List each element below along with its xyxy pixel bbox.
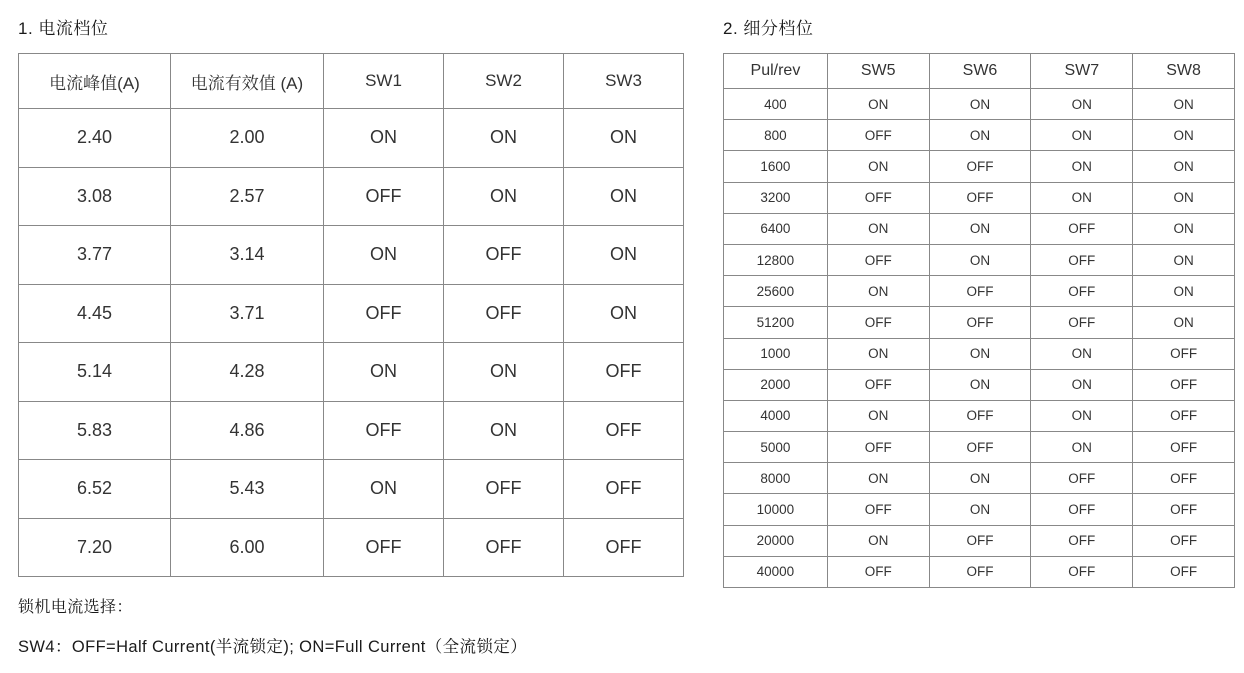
cell-sw1: ON xyxy=(324,460,444,519)
cell-pulrev: 400 xyxy=(724,89,828,120)
cell-rms-current: 6.00 xyxy=(171,518,324,577)
cell-sw5: ON xyxy=(827,338,929,369)
cell-sw7: OFF xyxy=(1031,556,1133,587)
cell-sw5: ON xyxy=(827,276,929,307)
cell-pulrev: 1600 xyxy=(724,151,828,182)
cell-pulrev: 12800 xyxy=(724,244,828,275)
cell-peak-current: 4.45 xyxy=(19,284,171,343)
cell-sw5: ON xyxy=(827,400,929,431)
cell-sw8: ON xyxy=(1133,89,1235,120)
cell-sw8: ON xyxy=(1133,213,1235,244)
table-row xyxy=(724,213,1235,244)
column-header-sw8: SW8 xyxy=(1133,54,1235,89)
table-row xyxy=(19,226,684,285)
cell-sw6: OFF xyxy=(929,151,1031,182)
cell-sw5: ON xyxy=(827,151,929,182)
table-row xyxy=(724,369,1235,400)
cell-sw2: OFF xyxy=(444,518,564,577)
cell-pulrev: 2000 xyxy=(724,369,828,400)
cell-sw7: OFF xyxy=(1031,213,1133,244)
cell-sw1: ON xyxy=(324,109,444,168)
table-row xyxy=(724,525,1235,556)
current-level-section xyxy=(18,14,684,577)
cell-sw3: OFF xyxy=(564,343,684,402)
cell-sw7: OFF xyxy=(1031,244,1133,275)
cell-pulrev: 20000 xyxy=(724,525,828,556)
cell-sw8: OFF xyxy=(1133,432,1235,463)
cell-sw2: ON xyxy=(444,109,564,168)
cell-rms-current: 3.14 xyxy=(171,226,324,285)
cell-sw2: ON xyxy=(444,401,564,460)
cell-sw7: OFF xyxy=(1031,525,1133,556)
cell-rms-current: 4.86 xyxy=(171,401,324,460)
cell-pulrev: 10000 xyxy=(724,494,828,525)
cell-sw3: ON xyxy=(564,284,684,343)
cell-sw7: ON xyxy=(1031,151,1133,182)
table-row xyxy=(19,460,684,519)
cell-sw8: OFF xyxy=(1133,463,1235,494)
table-row xyxy=(724,276,1235,307)
microstep-section xyxy=(723,14,1235,588)
cell-pulrev: 5000 xyxy=(724,432,828,463)
column-header-sw2: SW2 xyxy=(444,54,564,109)
table-row xyxy=(724,463,1235,494)
lock-current-label: 锁机电流选择： xyxy=(18,599,133,616)
table-row xyxy=(724,494,1235,525)
cell-sw8: OFF xyxy=(1133,525,1235,556)
cell-sw8: OFF xyxy=(1133,369,1235,400)
cell-peak-current: 5.83 xyxy=(19,401,171,460)
cell-sw6: OFF xyxy=(929,400,1031,431)
table-row xyxy=(19,109,684,168)
cell-pulrev: 1000 xyxy=(724,338,828,369)
cell-sw7: ON xyxy=(1031,89,1133,120)
cell-sw6: ON xyxy=(929,244,1031,275)
column-header-sw5: SW5 xyxy=(827,54,929,89)
cell-sw6: ON xyxy=(929,120,1031,151)
cell-pulrev: 3200 xyxy=(724,182,828,213)
cell-sw6: ON xyxy=(929,369,1031,400)
cell-sw8: ON xyxy=(1133,307,1235,338)
cell-sw5: ON xyxy=(827,525,929,556)
column-header-sw3: SW3 xyxy=(564,54,684,109)
cell-sw3: OFF xyxy=(564,401,684,460)
cell-sw6: OFF xyxy=(929,182,1031,213)
cell-pulrev: 6400 xyxy=(724,213,828,244)
cell-sw6: OFF xyxy=(929,307,1031,338)
cell-sw6: OFF xyxy=(929,556,1031,587)
cell-sw1: OFF xyxy=(324,167,444,226)
cell-sw5: OFF xyxy=(827,494,929,525)
cell-sw8: ON xyxy=(1133,182,1235,213)
column-header-peak-current: 电流峰值(A) xyxy=(19,54,171,109)
cell-sw8: OFF xyxy=(1133,556,1235,587)
cell-rms-current: 2.57 xyxy=(171,167,324,226)
cell-sw8: ON xyxy=(1133,244,1235,275)
table-row xyxy=(724,307,1235,338)
cell-sw1: ON xyxy=(324,226,444,285)
table-row xyxy=(724,89,1235,120)
cell-peak-current: 7.20 xyxy=(19,518,171,577)
cell-sw3: OFF xyxy=(564,518,684,577)
microstep-section-title: 2. 细分档位 xyxy=(723,19,814,38)
table-row xyxy=(724,182,1235,213)
cell-sw8: ON xyxy=(1133,151,1235,182)
cell-sw7: OFF xyxy=(1031,307,1133,338)
cell-pulrev: 4000 xyxy=(724,400,828,431)
table-header-row xyxy=(724,54,1235,89)
cell-sw2: ON xyxy=(444,167,564,226)
cell-sw7: OFF xyxy=(1031,494,1133,525)
cell-sw7: ON xyxy=(1031,182,1133,213)
cell-sw2: OFF xyxy=(444,226,564,285)
column-header-rms-current: 电流有效值 (A) xyxy=(171,54,324,109)
cell-sw2: OFF xyxy=(444,460,564,519)
cell-sw5: ON xyxy=(827,463,929,494)
table-row xyxy=(19,167,684,226)
cell-sw3: ON xyxy=(564,167,684,226)
cell-sw8: OFF xyxy=(1133,400,1235,431)
cell-rms-current: 2.00 xyxy=(171,109,324,168)
cell-sw5: OFF xyxy=(827,120,929,151)
cell-sw1: ON xyxy=(324,343,444,402)
cell-sw7: OFF xyxy=(1031,276,1133,307)
cell-sw6: OFF xyxy=(929,276,1031,307)
table-row xyxy=(724,151,1235,182)
cell-peak-current: 3.08 xyxy=(19,167,171,226)
cell-peak-current: 6.52 xyxy=(19,460,171,519)
cell-pulrev: 25600 xyxy=(724,276,828,307)
cell-sw6: OFF xyxy=(929,432,1031,463)
cell-rms-current: 5.43 xyxy=(171,460,324,519)
cell-rms-current: 4.28 xyxy=(171,343,324,402)
column-header-sw7: SW7 xyxy=(1031,54,1133,89)
column-header-pulrev: Pul/rev xyxy=(724,54,828,89)
cell-sw6: ON xyxy=(929,494,1031,525)
cell-sw5: OFF xyxy=(827,244,929,275)
cell-pulrev: 51200 xyxy=(724,307,828,338)
cell-sw5: OFF xyxy=(827,369,929,400)
cell-pulrev: 40000 xyxy=(724,556,828,587)
cell-sw6: ON xyxy=(929,89,1031,120)
cell-sw7: ON xyxy=(1031,338,1133,369)
column-header-sw1: SW1 xyxy=(324,54,444,109)
table-row xyxy=(724,244,1235,275)
cell-pulrev: 8000 xyxy=(724,463,828,494)
cell-sw8: OFF xyxy=(1133,494,1235,525)
cell-peak-current: 3.77 xyxy=(19,226,171,285)
table-row xyxy=(724,432,1235,463)
cell-sw5: OFF xyxy=(827,432,929,463)
cell-rms-current: 3.71 xyxy=(171,284,324,343)
cell-sw3: ON xyxy=(564,109,684,168)
cell-sw8: ON xyxy=(1133,120,1235,151)
cell-sw7: OFF xyxy=(1031,463,1133,494)
cell-sw7: ON xyxy=(1031,369,1133,400)
cell-sw6: OFF xyxy=(929,525,1031,556)
table-row xyxy=(724,556,1235,587)
cell-sw5: ON xyxy=(827,213,929,244)
cell-sw6: ON xyxy=(929,213,1031,244)
cell-sw7: ON xyxy=(1031,120,1133,151)
footer-notes xyxy=(18,594,918,673)
cell-sw1: OFF xyxy=(324,284,444,343)
cell-pulrev: 800 xyxy=(724,120,828,151)
cell-sw3: OFF xyxy=(564,460,684,519)
cell-sw1: OFF xyxy=(324,518,444,577)
cell-sw5: OFF xyxy=(827,307,929,338)
table-row xyxy=(724,120,1235,151)
cell-sw7: ON xyxy=(1031,400,1133,431)
cell-sw8: OFF xyxy=(1133,338,1235,369)
table-row xyxy=(19,343,684,402)
cell-peak-current: 5.14 xyxy=(19,343,171,402)
cell-sw2: OFF xyxy=(444,284,564,343)
table-row xyxy=(724,400,1235,431)
current-level-table xyxy=(18,53,684,577)
table-row xyxy=(19,284,684,343)
cell-peak-current: 2.40 xyxy=(19,109,171,168)
cell-sw3: ON xyxy=(564,226,684,285)
cell-sw6: ON xyxy=(929,463,1031,494)
table-row xyxy=(724,338,1235,369)
cell-sw5: ON xyxy=(827,89,929,120)
microstep-table xyxy=(723,53,1235,588)
table-header-row xyxy=(19,54,684,109)
cell-sw8: ON xyxy=(1133,276,1235,307)
cell-sw5: OFF xyxy=(827,182,929,213)
cell-sw5: OFF xyxy=(827,556,929,587)
column-header-sw6: SW6 xyxy=(929,54,1031,89)
table-row xyxy=(19,518,684,577)
cell-sw6: ON xyxy=(929,338,1031,369)
cell-sw7: ON xyxy=(1031,432,1133,463)
cell-sw2: ON xyxy=(444,343,564,402)
current-section-title: 1. 电流档位 xyxy=(18,19,109,38)
sw4-description: SW4：OFF=Half Current(半流锁定); ON=Full Current（全流锁定） xyxy=(18,638,528,656)
cell-sw1: OFF xyxy=(324,401,444,460)
table-row xyxy=(19,401,684,460)
